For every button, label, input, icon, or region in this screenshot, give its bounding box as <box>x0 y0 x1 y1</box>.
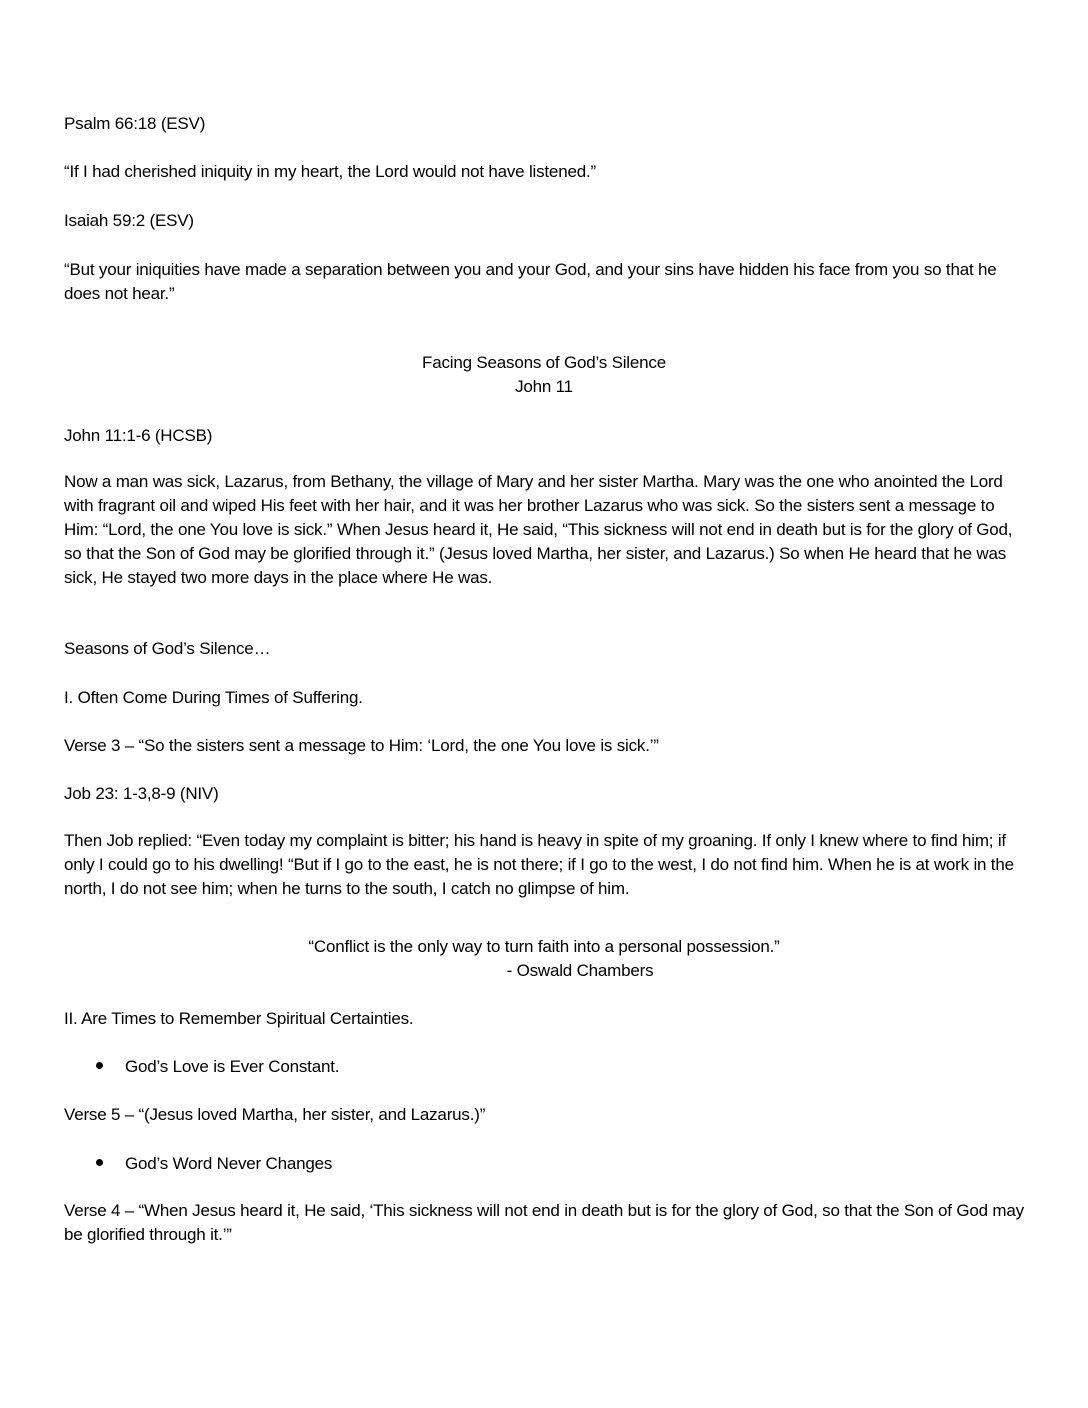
quote-author: - Oswald Chambers <box>506 961 654 980</box>
bullet-text: God’s Word Never Changes <box>125 1154 333 1173</box>
bullet-text: God’s Love is Ever Constant. <box>125 1057 340 1076</box>
point-one-heading: I. Often Come During Times of Suffering. <box>64 688 363 707</box>
bullet-icon <box>96 1159 103 1166</box>
verse-5: Verse 5 – “(Jesus loved Martha, her sister, and Lazarus.)” <box>64 1105 486 1124</box>
quote-text: “Conflict is the only way to turn faith into a personal possession.” <box>308 937 780 956</box>
bullet-icon <box>96 1062 103 1069</box>
point-two-heading: II. Are Times to Remember Spiritual Certainties. <box>64 1009 414 1028</box>
psalm-text: “If I had cherished iniquity in my heart, the Lord would not have listened.” <box>64 162 596 181</box>
john-text: Now a man was sick, Lazarus, from Bethany, the village of Mary and her sister Martha. Mary was the one who anointed the Lord with fragrant oil and wiped His feet with her hair, and it was her brother Lazarus who was sick. So the sisters sent a message to Him: “Lord, the one You love is sick.” When Jesus heard it, He said, “This sickness will not end in death but is for the glory of God, so that the Son of God may be glorified through it.” (Jesus loved Martha, her sister, and Lazarus.) So when He heard that he was sick, He stayed two more days in the place where He was. <box>64 472 1013 587</box>
sermon-subtitle: John 11 <box>515 377 573 396</box>
isaiah-reference: Isaiah 59:2 (ESV) <box>64 211 194 230</box>
bullet-item-word <box>96 1152 332 1176</box>
job-text: Then Job replied: “Even today my complaint is bitter; his hand is heavy in spite of my groaning. If only I knew where to find him; if only I could go to his dwelling! “But if I go to the east, he is not there; if I go to the west, I do not find him. When he is at work in the north, I do not see him; when he turns to the south, I catch no glimpse of him. <box>64 831 1014 898</box>
verse-3: Verse 3 – “So the sisters sent a message to Him: ‘Lord, the one You love is sick.’” <box>64 736 659 755</box>
john-reference: John 11:1-6 (HCSB) <box>64 426 213 445</box>
isaiah-text: “But your iniquities have made a separation between you and your God, and your sins have hidden his face from you so that he does not hear.” <box>64 260 997 303</box>
sermon-title: Facing Seasons of God’s Silence <box>422 353 666 372</box>
bullet-item-love <box>96 1055 339 1079</box>
seasons-intro: Seasons of God’s Silence… <box>64 639 271 658</box>
psalm-reference: Psalm 66:18 (ESV) <box>64 114 206 133</box>
verse-4: Verse 4 – “When Jesus heard it, He said, ‘This sickness will not end in death but is for the glory of God, so that the Son of God may be glorified through it.’” <box>64 1201 1024 1244</box>
job-reference: Job 23: 1-3,8-9 (NIV) <box>64 784 219 803</box>
